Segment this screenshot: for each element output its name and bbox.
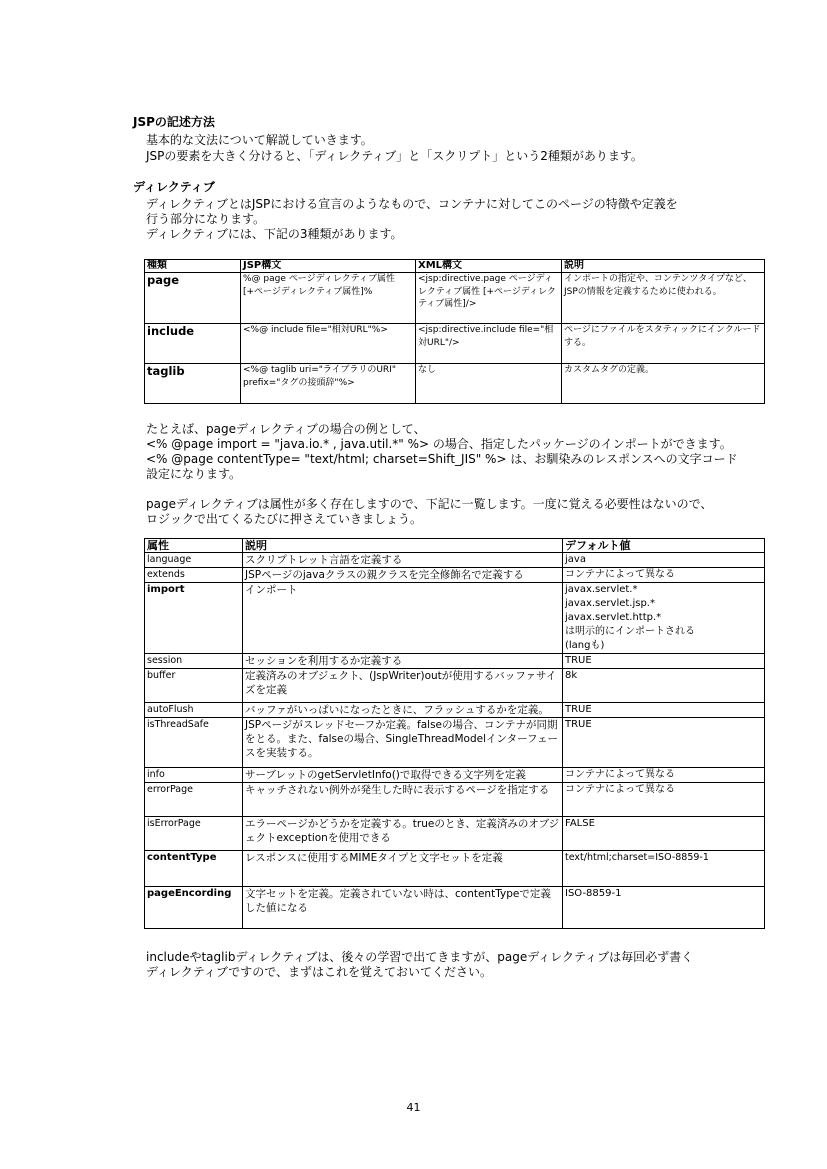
desc-cell: JSPページのjavaクラスの親クラスを完全修飾名で定義する <box>243 568 563 583</box>
table-cell: taglib <box>145 364 241 404</box>
table-cell: なし <box>416 364 562 404</box>
closing-text: ディレクティブですので、まずはこれを覚えておいてください。 <box>146 965 492 979</box>
attr-cell: info <box>145 768 243 783</box>
table-row <box>145 583 765 654</box>
example-text: <% @page import = "java.io.* , java.util.*" %> の場合、指定したパッケージのインポートができます。 <box>146 437 732 451</box>
table-row <box>145 669 765 703</box>
table-row <box>145 364 765 404</box>
desc-cell: エラーページかどうかを定義する。trueのとき、定義済みのオブジェクトexceptionを使用できる <box>243 817 563 851</box>
attr-cell: isErrorPage <box>145 817 243 851</box>
table-row <box>145 273 765 324</box>
attrs-intro-text: pageディレクティブは属性が多く存在しますので、下記に一覧します。一度に覚える必要性はないので、 <box>146 497 713 511</box>
directive-text: ディレクティブには、下記の3種類があります。 <box>146 227 403 241</box>
default-cell: 8k <box>563 669 765 703</box>
desc-cell: サーブレットのgetServletInfo()で取得できる文字列を定義 <box>243 768 563 783</box>
directive-text: 行う部分になります。 <box>146 212 266 226</box>
table-row <box>145 324 765 364</box>
table-row <box>145 654 765 669</box>
directive-heading: ディレクティブ <box>133 180 215 194</box>
table-cell: %@ page ページディレクティブ属性 [+ページディレクティブ属性]% <box>241 273 416 324</box>
example-text: 設定になります。 <box>146 467 242 481</box>
page-attributes-table <box>144 538 765 929</box>
table-row <box>145 718 765 768</box>
default-cell: FALSE <box>563 817 765 851</box>
desc-cell: バッファがいっぱいになったときに、フラッシュするかを定義。 <box>243 703 563 718</box>
default-cell: javax.servlet.* javax.servlet.jsp.* javax.servlet.http.* は明示的にインポートされる (langも) <box>563 583 765 654</box>
attr-cell: autoFlush <box>145 703 243 718</box>
attr-cell: extends <box>145 568 243 583</box>
attr-cell: session <box>145 654 243 669</box>
table-row <box>145 887 765 929</box>
default-cell: TRUE <box>563 703 765 718</box>
table-cell: <jsp:directive.include file="相対URL"/> <box>416 324 562 364</box>
section-title: JSPの記述方法 <box>133 115 215 129</box>
attr-cell: pageEncording <box>145 887 243 929</box>
desc-cell: スクリプトレット言語を定義する <box>243 553 563 568</box>
attrs-intro-text: ロジックで出てくるたびに押さえていきましょう。 <box>146 512 423 526</box>
column-header: JSP構文 <box>241 260 416 273</box>
attr-cell: language <box>145 553 243 568</box>
default-cell: text/html;charset=ISO-8859-1 <box>563 851 765 887</box>
desc-cell: JSPページがスレッドセーフか定義。falseの場合、コンテナが同期をとる。また、falseの場合、SingleThreadModelインターフェースを実装する。 <box>243 718 563 768</box>
table-row <box>145 817 765 851</box>
example-text: <% @page contentType= "text/html; charset=Shift_JIS" %> は、お馴染みのレスポンスへの文字コード <box>146 452 738 466</box>
column-header: 属性 <box>145 539 243 553</box>
desc-cell: セッションを利用するか定義する <box>243 654 563 669</box>
table-header-row <box>145 260 765 273</box>
column-header: 説明 <box>562 260 765 273</box>
page-number: 41 <box>406 1101 421 1114</box>
table-row <box>145 703 765 718</box>
default-cell: ISO-8859-1 <box>563 887 765 929</box>
table-row <box>145 568 765 583</box>
table-cell: ページにファイルをスタティックにインクルードする。 <box>562 324 765 364</box>
table-cell: <jsp:directive.page ページディレクティブ属性 [+ページディレクティブ属性]/> <box>416 273 562 324</box>
default-cell: コンテナによって異なる <box>563 783 765 817</box>
attr-cell: import <box>145 583 243 654</box>
column-header: 種類 <box>145 260 241 273</box>
intro-line: JSPの要素を大きく分けると、「ディレクティブ」と「スクリプト」という2種類があります。 <box>146 149 643 163</box>
table-cell: page <box>145 273 241 324</box>
default-cell: TRUE <box>563 718 765 768</box>
default-cell: コンテナによって異なる <box>563 568 765 583</box>
intro-line: 基本的な文法について解説していきます。 <box>146 133 373 147</box>
attr-cell: errorPage <box>145 783 243 817</box>
directive-types-table <box>144 259 765 404</box>
table-row <box>145 768 765 783</box>
table-cell: include <box>145 324 241 364</box>
attr-cell: isThreadSafe <box>145 718 243 768</box>
table-cell: <%@ taglib uri="ライブラリのURI" prefix="タグの接頭辞"%> <box>241 364 416 404</box>
table-row <box>145 783 765 817</box>
table-cell: カスタムタグの定義。 <box>562 364 765 404</box>
table-row <box>145 553 765 568</box>
default-cell: TRUE <box>563 654 765 669</box>
desc-cell: 定義済みのオブジェクト、(JspWriter)outが使用するバッファサイズを定義 <box>243 669 563 703</box>
default-cell: コンテナによって異なる <box>563 768 765 783</box>
column-header: デフォルト値 <box>563 539 765 553</box>
desc-cell: キャッチされない例外が発生した時に表示するページを指定する <box>243 783 563 817</box>
table-row <box>145 851 765 887</box>
column-header: 説明 <box>243 539 563 553</box>
desc-cell: レスポンスに使用するMIMEタイプと文字セットを定義 <box>243 851 563 887</box>
attr-cell: contentType <box>145 851 243 887</box>
desc-cell: 文字セットを定義。定義されていない時は、contentTypeで定義した値になる <box>243 887 563 929</box>
directive-text: ディレクティブとはJSPにおける宣言のようなもので、コンテナに対してこのページの特徴や定義を <box>146 197 678 211</box>
example-text: たとえば、pageディレクティブの場合の例として、 <box>146 422 426 436</box>
attr-cell: buffer <box>145 669 243 703</box>
table-cell: インポートの指定や、コンテンツタイプなど、JSPの情報を定義するために使われる。 <box>562 273 765 324</box>
closing-text: includeやtaglibディレクティブは、後々の学習で出てきますが、pageディレクティブは毎回必ず書く <box>146 950 694 964</box>
table-cell: <%@ include file="相対URL"%> <box>241 324 416 364</box>
column-header: XML構文 <box>416 260 562 273</box>
table-header-row <box>145 539 765 553</box>
desc-cell: インポート <box>243 583 563 654</box>
default-cell: java <box>563 553 765 568</box>
